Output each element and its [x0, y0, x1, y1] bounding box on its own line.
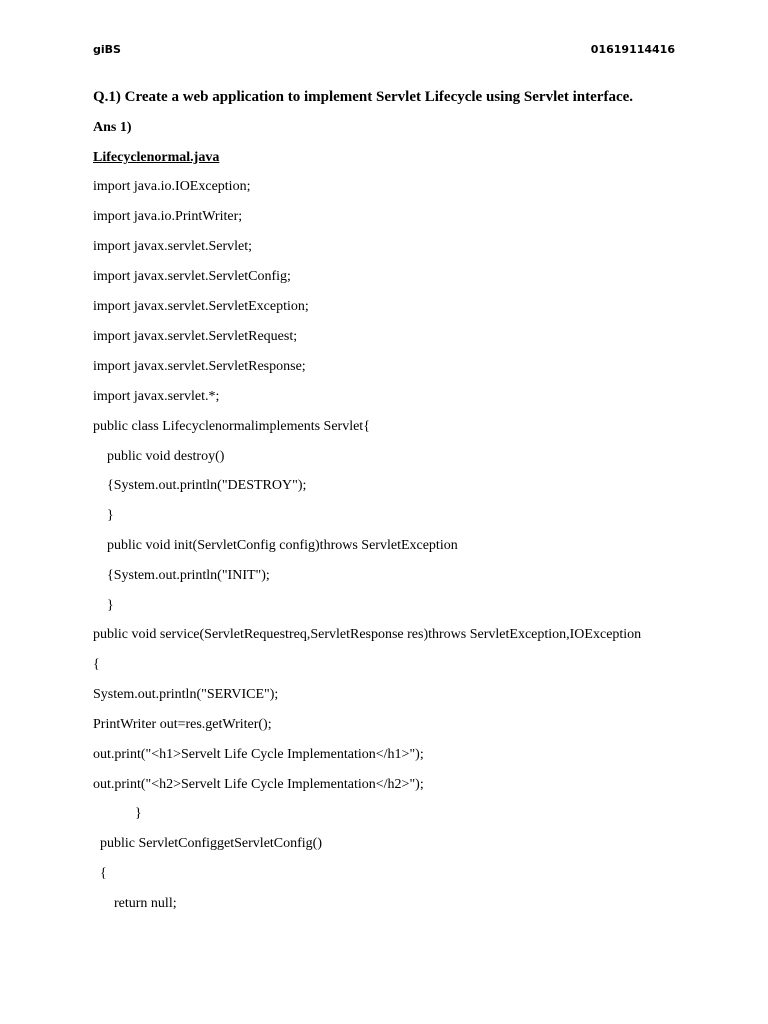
code-line: import java.io.PrintWriter;	[93, 209, 243, 224]
code-line: import javax.servlet.ServletConfig;	[93, 269, 291, 284]
code-line: public void init(ServletConfig config)throws ServletException	[107, 538, 458, 553]
code-line: import javax.servlet.ServletRequest;	[93, 329, 298, 344]
header-right-text: 01619114416	[590, 43, 675, 56]
code-line: }	[107, 508, 114, 523]
code-line: return null;	[114, 896, 177, 911]
code-line: import javax.servlet.*;	[93, 389, 220, 404]
code-line: {	[93, 657, 100, 672]
code-line: PrintWriter out=res.getWriter();	[93, 717, 272, 732]
answer-label: Ans 1)	[93, 120, 132, 135]
code-line: }	[135, 806, 142, 821]
code-line: out.print("<h1>Servelt Life Cycle Implementation</h1>");	[93, 747, 424, 762]
code-line: public void service(ServletRequestreq,ServletResponse res)throws ServletException,IOException	[93, 627, 642, 642]
code-line: }	[107, 598, 114, 613]
code-line: public class Lifecyclenormalimplements Servlet{	[93, 419, 370, 434]
code-line: {System.out.println("DESTROY");	[107, 478, 307, 493]
header-left-text: giBS	[93, 43, 121, 56]
code-line: public ServletConfiggetServletConfig()	[100, 836, 323, 851]
question-text: Q.1) Create a web application to implement Servlet Lifecycle using Servlet interface.	[93, 89, 634, 105]
code-line: import javax.servlet.ServletResponse;	[93, 359, 306, 374]
code-line: {	[100, 866, 107, 881]
code-line: import javax.servlet.Servlet;	[93, 239, 253, 254]
code-line: import java.io.IOException;	[93, 179, 251, 194]
code-line: public void destroy()	[107, 449, 225, 464]
code-line: out.print("<h2>Servelt Life Cycle Implementation</h2>");	[93, 777, 424, 792]
code-line: import javax.servlet.ServletException;	[93, 299, 309, 314]
code-line: {System.out.println("INIT");	[107, 568, 270, 583]
code-line: System.out.println("SERVICE");	[93, 687, 279, 702]
file-name-heading: Lifecyclenormal.java	[93, 150, 220, 165]
